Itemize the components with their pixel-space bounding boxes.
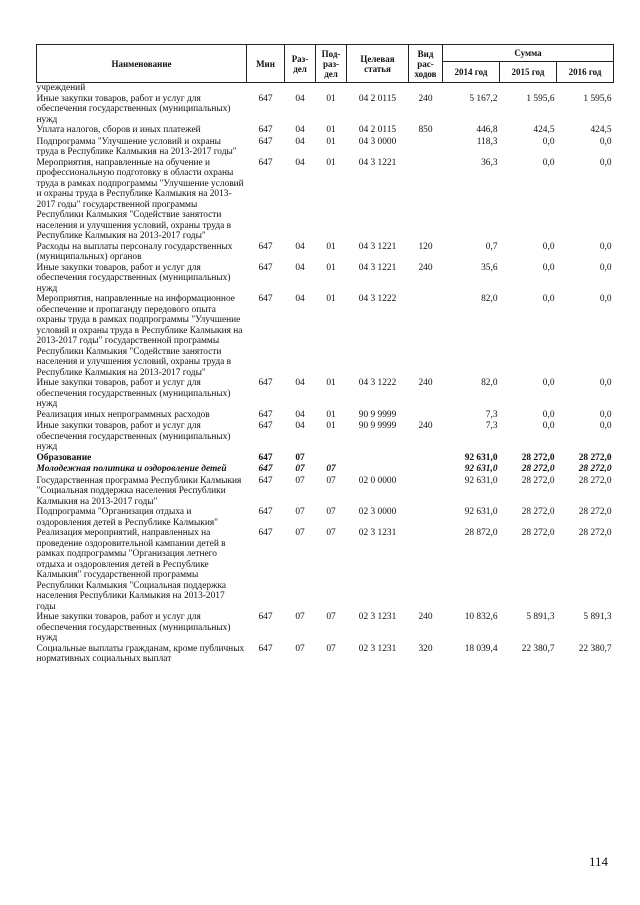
row-sum-2016: 1 595,6 [583,93,612,104]
row-vid: 240 [418,612,433,622]
row-statya: 02 0 0000 [358,475,397,486]
row-podrazdel: 07 [326,528,336,538]
row-podrazdel: 01 [326,421,336,431]
row-sum-2016: 0,0 [599,409,612,420]
row-vid: 320 [418,643,433,654]
row-name: Иные закупки товаров, работ и услуг для обеспечения государственных (муниципальных) нужд [36,421,231,452]
row-sum-2015: 5 891,3 [526,612,555,622]
row-sum-2015: 28 272,0 [521,475,555,486]
row-podrazdel: 07 [326,643,336,654]
row-statya: 02 3 0000 [358,507,397,517]
row-sum-2016: 0,0 [599,294,612,304]
row-statya [347,83,409,94]
row-vid [409,83,443,94]
row-sum-2015: 0,0 [542,294,555,304]
table-row [37,137,614,158]
row-min: 647 [258,507,273,517]
table-row [37,453,614,465]
row-vid: 120 [418,241,433,252]
row-sum-2014: 92 631,0 [464,475,498,486]
table-body [37,83,614,665]
row-statya: 04 3 1221 [358,157,397,168]
row-sum-2016: 28 272,0 [578,528,612,538]
row-podrazdel: 07 [326,475,336,486]
row-podrazdel: 01 [326,136,336,147]
row-sum-2014: 92 631,0 [464,507,498,517]
budget-table [36,44,614,665]
row-razdel: 04 [295,421,305,431]
row-statya: 04 2 0115 [358,125,397,135]
row-statya: 90 9 9999 [358,409,397,420]
row-razdel: 04 [295,136,305,147]
row-razdel: 07 [295,643,305,654]
row-min: 647 [258,528,273,538]
row-podrazdel [316,83,347,94]
row-sum-2014: 446,8 [476,125,498,135]
row-sum-2016: 0,0 [599,262,612,273]
row-name: Образование [36,452,92,463]
header-year-2016: 2016 год [557,62,614,83]
row-razdel: 07 [295,475,305,486]
row-statya [347,464,409,476]
row-sum-2014: 18 039,4 [464,643,498,654]
row-min: 647 [258,475,273,486]
row-sum-2015: 28 272,0 [521,464,555,474]
row-sum-2014: 118,3 [476,136,498,147]
row-vid: 850 [418,125,433,135]
row-razdel: 07 [295,612,305,622]
row-vid: 240 [418,378,433,388]
row-name: Подпрограмма "Организация отдыха и оздоровления детей в Республике Калмыкия" [36,507,218,528]
row-sum-2014: 36,3 [481,157,498,168]
row-sum-2015: 0,0 [542,136,555,147]
row-vid [409,507,443,528]
row-sum-2014: 7,3 [485,421,498,431]
row-razdel: 07 [295,528,305,538]
row-razdel: 07 [295,507,305,517]
row-vid [409,453,443,465]
table-row [37,242,614,263]
row-min: 647 [258,125,273,135]
row-sum-2015: 0,0 [542,241,555,252]
table-row [37,125,614,137]
header-min: Мин [247,45,285,83]
row-sum-2014: 28 872,0 [464,528,498,538]
row-statya: 04 3 1221 [358,262,397,273]
row-vid [409,410,443,422]
row-min: 647 [258,464,273,474]
row-statya: 04 3 0000 [358,136,397,147]
row-razdel [285,83,316,94]
row-name: Подпрограмма "Улучшение условий и охраны труда в Республике Калмыкия на 2013-2017 годы" [36,136,237,157]
row-sum-2014: 82,0 [481,294,498,304]
row-min: 647 [258,157,273,168]
row-sum-2014: 92 631,0 [464,464,498,474]
row-sum-2016: 28 272,0 [578,452,612,463]
row-name: Молодежная политика и оздоровление детей [36,464,227,474]
table-row [37,294,614,378]
row-razdel: 04 [295,241,305,252]
row-sum-2015: 0,0 [542,157,555,168]
row-sum-2014: 92 631,0 [464,452,498,463]
row-podrazdel: 01 [326,93,336,104]
row-name: Мероприятия, направленные на информационное обеспечение и пропаганду передового опыта охраны труда в рамках подпрограммы "Улучшение условий и охраны труда в Республике Калмыкия на 2013-2017 годы" государственной программы Республики Калмыкия "Содействие занятости населения и улучшения условий, охраны труда в Республике Калмыкия на 2013-2017 годы" [36,294,243,378]
row-name: Мероприятия, направленные на обучение и профессиональную подготовку в области охраны труда в рамках подпрограммы "Улучшение условий и охраны труда в Республике Калмыкия на 2013-2017 годы" государственной программы Республики Калмыкия "Содействие занятости населения и улучшения условий, охраны труда в Республике Калмыкия на 2013-2017 годы" [36,157,244,241]
table-row [37,94,614,126]
row-name: Реализация мероприятий, направленных на проведение оздоровительной кампании детей в рамках подпрограммы "Организация летнего отдыха и оздоровления детей в Республике Калмыкия" государственной программы Республики Калмыкия "Социальная поддержка населения Республики Калмыкия на 2013-2017 годы [36,528,227,612]
row-sum-2015: 28 272,0 [521,528,555,538]
row-podrazdel: 07 [326,507,336,517]
row-statya: 04 3 1222 [358,378,397,388]
row-razdel: 04 [295,294,305,304]
row-min: 647 [258,136,273,147]
row-min: 647 [258,421,273,431]
row-min: 647 [258,294,273,304]
row-sum-2015: 0,0 [542,262,555,273]
row-min: 647 [258,262,273,273]
table-row [37,158,614,242]
row-podrazdel: 07 [326,612,336,622]
header-statya: Целевая статья [347,45,409,83]
table-row [37,507,614,528]
row-name: Уплата налогов, сборов и иных платежей [36,125,201,135]
row-min: 647 [258,643,273,654]
row-name: Реализация иных непрограммных расходов [36,409,210,420]
row-min: 647 [258,241,273,252]
row-razdel: 04 [295,409,305,420]
row-sum-2016: 28 272,0 [578,475,612,486]
row-sum-2015 [500,83,557,94]
row-sum-2014 [443,83,500,94]
row-sum-2014: 10 832,6 [464,612,498,622]
table-row [37,421,614,453]
row-sum-2015: 0,0 [542,378,555,388]
row-vid [409,464,443,476]
row-vid [409,137,443,158]
row-sum-2014: 35,6 [481,262,498,273]
row-sum-2015: 22 380,7 [521,643,555,654]
row-sum-2014: 5 167,2 [469,93,498,104]
row-podrazdel: 01 [326,294,336,304]
row-sum-2015: 28 272,0 [521,452,555,463]
row-statya: 90 9 9999 [358,421,397,431]
row-sum-2016: 28 272,0 [578,464,612,474]
header-year-2015: 2015 год [500,62,557,83]
row-sum-2016: 0,0 [599,421,612,431]
row-sum-2016: 0,0 [599,378,612,388]
row-razdel: 07 [295,464,305,474]
row-name: учреждений [36,83,86,93]
table-row [37,263,614,295]
table-row [37,410,614,422]
row-statya: 04 2 0115 [358,93,397,104]
row-vid: 240 [418,262,433,273]
row-vid [409,528,443,612]
row-min: 647 [258,378,273,388]
row-name: Иные закупки товаров, работ и услуг для обеспечения государственных (муниципальных) нужд [36,612,231,643]
row-sum-2015: 0,0 [542,409,555,420]
header-year-2014: 2014 год [443,62,500,83]
row-podrazdel: 01 [326,378,336,388]
row-sum-2014: 82,0 [481,378,498,388]
row-sum-2015: 28 272,0 [521,507,555,517]
row-statya: 02 3 1231 [358,643,397,654]
row-name: Расходы на выплаты персоналу государственных (муниципальных) органов [36,241,233,262]
row-razdel: 04 [295,125,305,135]
row-statya: 04 3 1222 [358,294,397,304]
row-sum-2016: 0,0 [599,241,612,252]
header-podrazdel: Под-раз-дел [316,45,347,83]
document-page [36,44,614,665]
row-name: Государственная программа Республики Калмыкия "Социальная поддержка населения Республики Калмыкия на 2013-2017 годы" [36,475,242,507]
table-row [37,644,614,665]
header-name: Наименование [37,45,247,83]
row-sum-2016: 22 380,7 [578,643,612,654]
row-podrazdel: 01 [326,157,336,168]
row-podrazdel: 01 [326,262,336,273]
header-razdel: Раз-дел [285,45,316,83]
row-vid: 240 [418,93,433,104]
row-podrazdel [316,453,347,465]
row-sum-2016: 0,0 [599,136,612,147]
row-min: 647 [258,93,273,104]
row-name: Социальные выплаты гражданам, кроме публичных нормативных социальных выплат [36,643,245,664]
row-sum-2014: 0,7 [485,241,498,252]
row-razdel: 04 [295,93,305,104]
row-min: 647 [258,612,273,622]
row-razdel: 04 [295,378,305,388]
row-sum-2015: 1 595,6 [526,93,555,104]
row-razdel: 07 [295,452,305,463]
row-statya: 02 3 1231 [358,612,397,622]
table-row [37,83,614,94]
table-row [37,528,614,612]
row-razdel: 04 [295,262,305,273]
table-row [37,476,614,508]
row-sum-2016: 28 272,0 [578,507,612,517]
row-podrazdel: 01 [326,241,336,252]
row-sum-2015: 424,5 [533,125,555,135]
row-vid [409,158,443,242]
row-statya [347,453,409,465]
row-statya: 02 3 1231 [358,528,397,538]
header-summa: Сумма [443,45,614,62]
row-sum-2016 [557,83,614,94]
row-razdel: 04 [295,157,305,168]
row-sum-2015: 0,0 [542,421,555,431]
row-sum-2016: 424,5 [590,125,612,135]
row-podrazdel: 01 [326,125,336,135]
page-number: 114 [588,854,608,869]
row-vid: 240 [418,421,433,431]
table-header [37,45,614,83]
table-row [37,378,614,410]
row-statya: 04 3 1221 [358,241,397,252]
table-row [37,464,614,476]
row-podrazdel: 07 [326,464,336,474]
row-name: Иные закупки товаров, работ и услуг для обеспечения государственных (муниципальных) нужд [36,262,231,294]
header-vid: Вид рас-ходов [409,45,443,83]
table-row [37,612,614,644]
row-min: 647 [258,409,273,420]
row-name: Иные закупки товаров, работ и услуг для обеспечения государственных (муниципальных) нужд [36,378,231,409]
row-min [247,83,285,94]
row-vid [409,476,443,508]
row-sum-2016: 5 891,3 [583,612,612,622]
row-podrazdel: 01 [326,409,336,420]
row-sum-2014: 7,3 [485,409,498,420]
row-name: Иные закупки товаров, работ и услуг для обеспечения государственных (муниципальных) нужд [36,93,231,125]
row-min: 647 [258,452,273,463]
row-sum-2016: 0,0 [599,157,612,168]
row-vid [409,294,443,378]
